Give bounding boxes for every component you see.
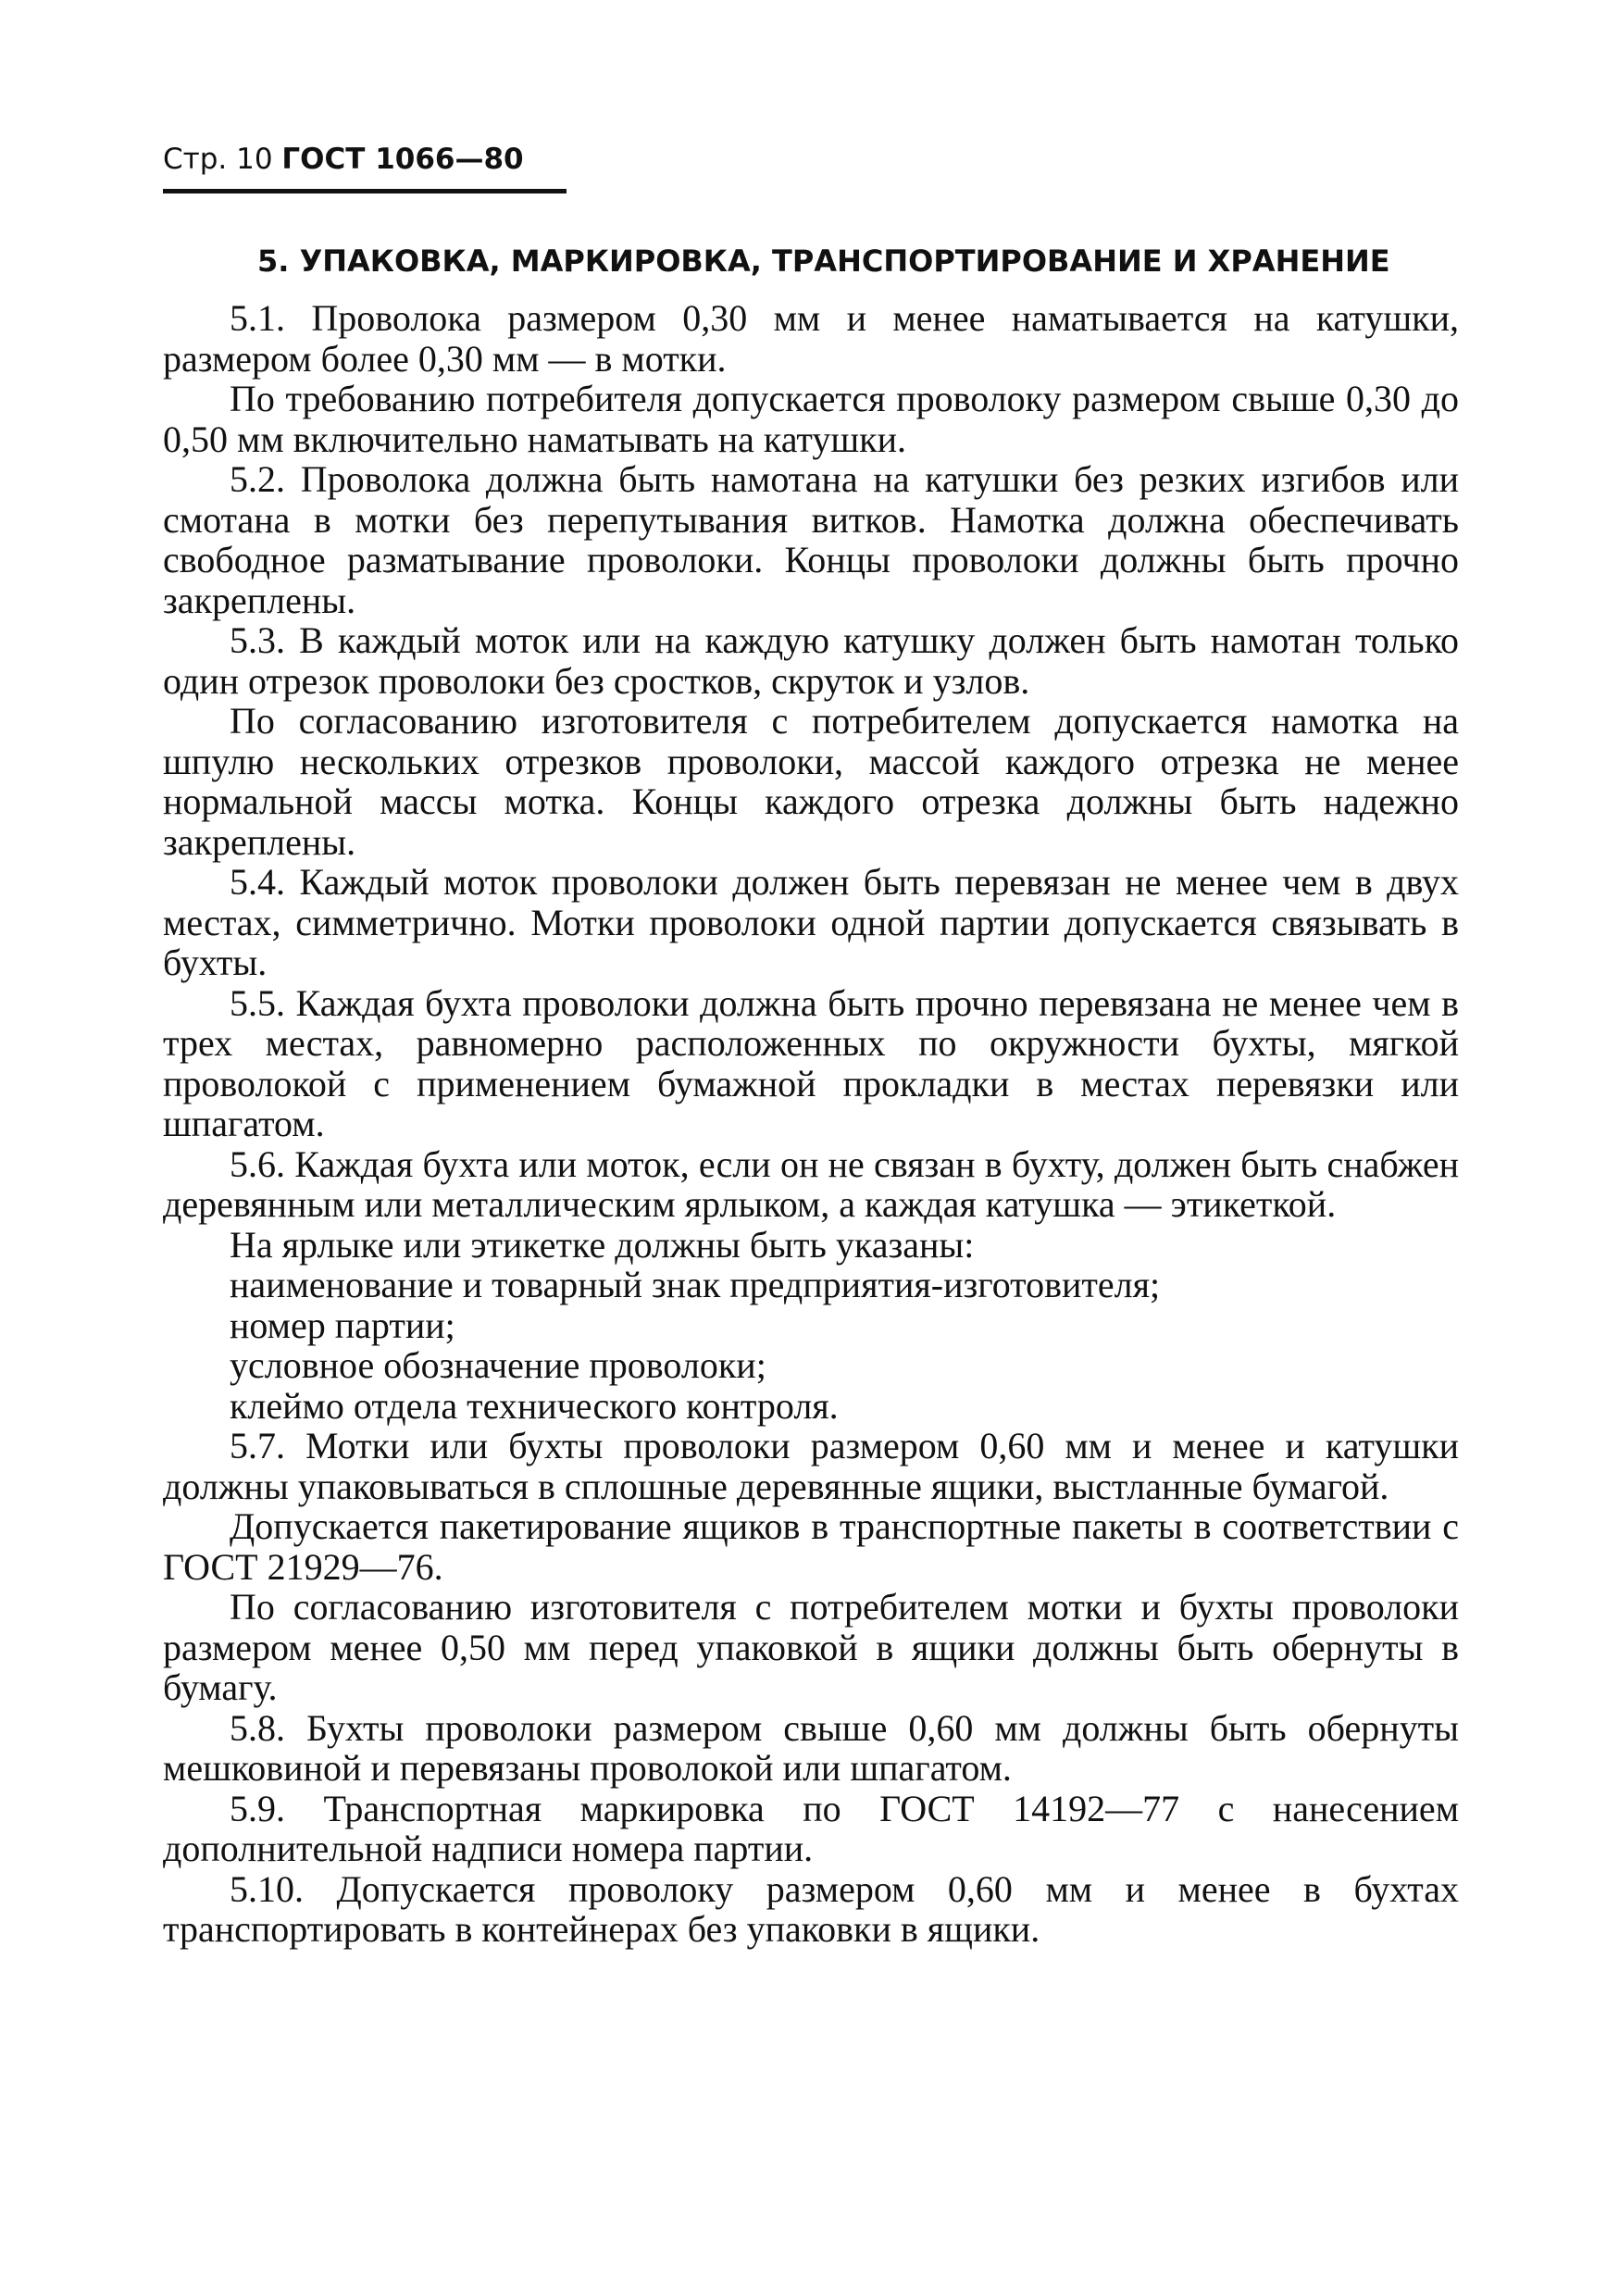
paragraph-5-7-note-1: Допускается пакетирование ящиков в транспортные пакеты в соответствии с ГОСТ 21929—76. [163, 1505, 1459, 1588]
paragraph-5-7-note-2: По согласованию изготовителя с потребителем мотки и бухты проволоки размером менее 0,50 мм перед упаковкой в ящики должны быть обернуты в бумагу. [163, 1586, 1459, 1708]
label-requirement-item: наименование и товарный знак предприятия-изготовителя; [230, 1264, 1161, 1305]
paragraph-5-7: 5.7. Мотки или бухты проволоки размером 0,60 мм и менее и катушки должны упаковываться в сплошные деревянные ящики, выстланные бумагой. [163, 1425, 1459, 1507]
page-number-label: Стр. 10 [163, 143, 273, 176]
paragraph-5-1-note: По требованию потребителя допускается проволоку размером свыше 0,30 до 0,50 мм включительно наматывать на катушки. [163, 378, 1459, 460]
section-heading: 5. УПАКОВКА, МАРКИРОВКА, ТРАНСПОРТИРОВАНИЕ И ХРАНЕНИЕ [257, 243, 1390, 279]
label-requirement-item: клеймо отдела технического контроля. [230, 1384, 839, 1427]
section-body [163, 298, 1459, 1950]
paragraph-5-1: 5.1. Проволока размером 0,30 мм и менее наматывается на катушки, размером более 0,30 мм — в мотки. [163, 297, 1459, 380]
page-header [163, 139, 567, 193]
paragraph-5-8: 5.8. Бухты проволоки размером свыше 0,60 мм должны быть обернуты мешковиной и перевязаны проволокой или шпагатом. [163, 1706, 1459, 1789]
paragraph-5-2: 5.2. Проволока должна быть намотана на катушки без резких изгибов или смотана в мотки без перепутывания витков. Намотка должна обеспечивать свободное разматывание проволоки. Концы проволоки должны быть прочно закреплены. [163, 458, 1459, 621]
paragraph-5-6: 5.6. Каждая бухта или моток, если он не связан в бухту, должен быть снабжен деревянным или металлическим ярлыком, а каждая катушка — этикеткой. [163, 1142, 1459, 1225]
label-requirements-intro: На ярлыке или этикетке должны быть указаны: [230, 1223, 975, 1266]
paragraph-5-9: 5.9. Транспортная маркировка по ГОСТ 14192—77 с нанесением дополнительной надписи номера партии. [163, 1787, 1459, 1869]
paragraph-5-4: 5.4. Каждый моток проволоки должен быть перевязан не менее чем в двух местах, симметрично. Мотки проволоки одной партии допускается связывать в бухты. [163, 861, 1459, 983]
standard-designation: ГОСТ 1066—80 [281, 143, 524, 176]
label-requirement-item: номер партии; [230, 1304, 455, 1346]
paragraph-5-10: 5.10. Допускается проволоку размером 0,60 мм и менее в бухтах транспортировать в контейнерах без упаковки в ящики. [163, 1867, 1459, 1950]
label-requirement-item: условное обозначение проволоки; [230, 1344, 766, 1386]
paragraph-5-3-note: По согласованию изготовителя с потребителем допускается намотка на шпулю нескольких отрезков проволоки, массой каждого отрезка не менее нормальной массы мотка. Концы каждого отрезка должны быть надежно закреплены. [163, 700, 1459, 863]
paragraph-5-5: 5.5. Каждая бухта проволоки должна быть прочно перевязана не менее чем в трех местах, равномерно расположенных по окружности бухты, мягкой проволокой с применением бумажной прокладки в местах перевязки или шпагатом. [163, 981, 1459, 1144]
paragraph-5-3: 5.3. В каждый моток или на каждую катушку должен быть намотан только один отрезок проволоки без сростков, скруток и узлов. [163, 619, 1459, 702]
